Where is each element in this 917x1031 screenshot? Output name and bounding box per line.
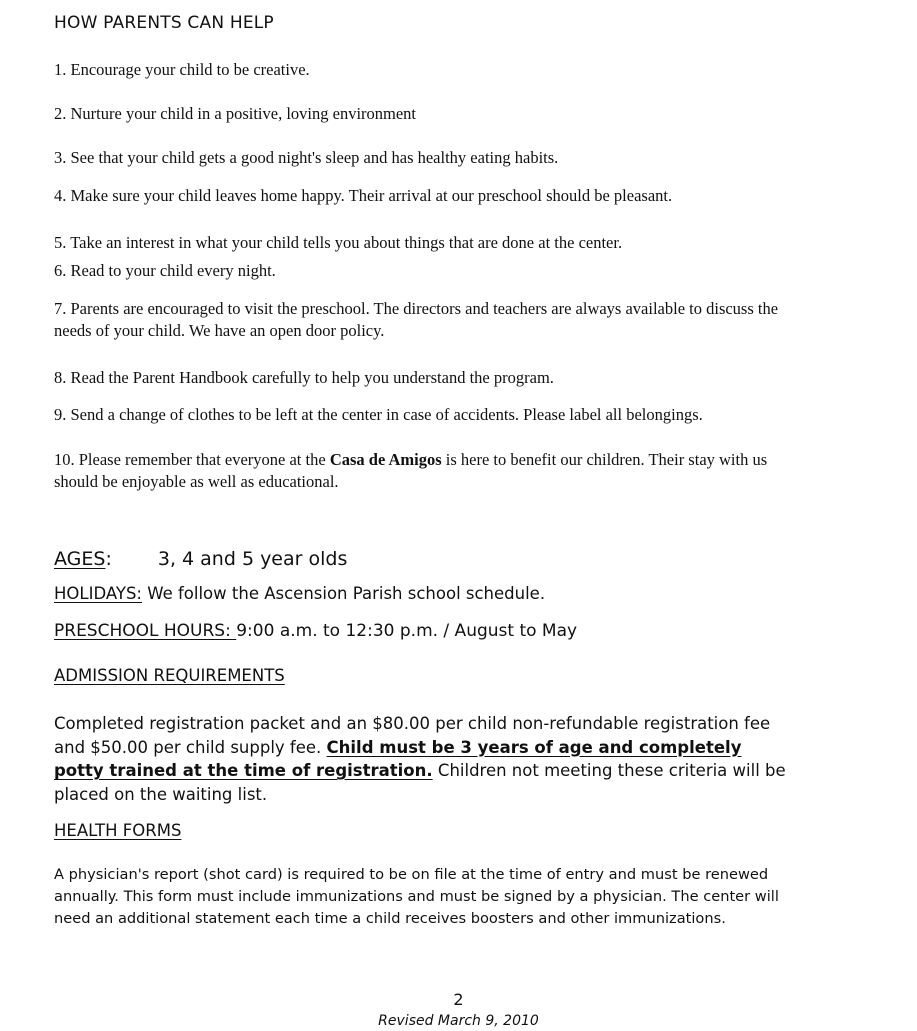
help-item-3: 3. See that your child gets a good night's sleep and has healthy eating habits. — [54, 148, 559, 167]
admission-requirements-heading: ADMISSION REQUIREMENTS — [54, 666, 285, 685]
help-item-10 — [54, 449, 794, 493]
ages-colon: : — [105, 548, 112, 570]
help-item-10-end: is here to benefit our children. Their stay with us should be enjoyable as well as educational. — [54, 450, 768, 491]
help-item-8: 8. Read the Parent Handbook carefully to help you understand the program. — [54, 368, 554, 387]
admission-age-requirement: Child must be 3 years of age and completely potty trained at the time of registration. — [54, 737, 742, 780]
help-item-10-start: 10. Please remember that everyone at the — [54, 450, 330, 469]
section-heading-how-parents-can-help: HOW PARENTS CAN HELP — [54, 13, 274, 33]
help-item-2: 2. Nurture your child in a positive, loving environment — [54, 104, 417, 123]
revised-date: Revised March 9, 2010 — [378, 1013, 539, 1029]
help-item-7: 7. Parents are encouraged to visit the preschool. The directors and teachers are always available to discuss the needs of your child. We have an open door policy. — [54, 299, 779, 340]
admission-fee-text: Completed registration packet and an $80.00 per child non-refundable registration fee and $50.00 per child supply fee. — [54, 714, 771, 757]
health-forms-text: A physician's report (shot card) is required to be on file at the time of entry and must be renewed annually. This form must include immunizations and must be signed by a physician. The center will need an additional statement each time a child receives boosters and other immunizations. — [54, 866, 779, 927]
admission-requirements-text — [54, 712, 794, 806]
help-item-1: 1. Encourage your child to be creative. — [54, 60, 310, 79]
admission-waiting-list-text: Children not meeting these criteria will be placed on the waiting list. — [54, 761, 786, 804]
help-item-4: 4. Make sure your child leaves home happy. Their arrival at our preschool should be pleasant. — [54, 186, 673, 205]
casa-de-amigos-name: Casa de Amigos — [329, 450, 442, 469]
help-item-6: 6. Read to your child every night. — [54, 261, 276, 280]
help-item-9: 9. Send a change of clothes to be left at the center in case of accidents. Please label all belongings. — [54, 405, 703, 424]
health-forms-heading: HEALTH FORMS — [54, 821, 182, 840]
preschool-hours-line — [54, 621, 577, 641]
holidays-line — [54, 584, 545, 603]
holidays-label: HOLIDAYS: — [54, 584, 142, 603]
ages-value: 3, 4 and 5 year olds — [157, 548, 348, 570]
preschool-hours-value: 9:00 a.m. to 12:30 p.m. / August to May — [236, 621, 578, 641]
holidays-value: We follow the Ascension Parish school schedule. — [142, 584, 546, 603]
ages-line — [54, 548, 347, 570]
preschool-hours-label: PRESCHOOL HOURS: — [54, 621, 237, 641]
page-number: 2 — [453, 990, 464, 1009]
ages-label: AGES — [54, 548, 106, 570]
help-item-5: 5. Take an interest in what your child tells you about things that are done at the center. — [54, 233, 623, 252]
